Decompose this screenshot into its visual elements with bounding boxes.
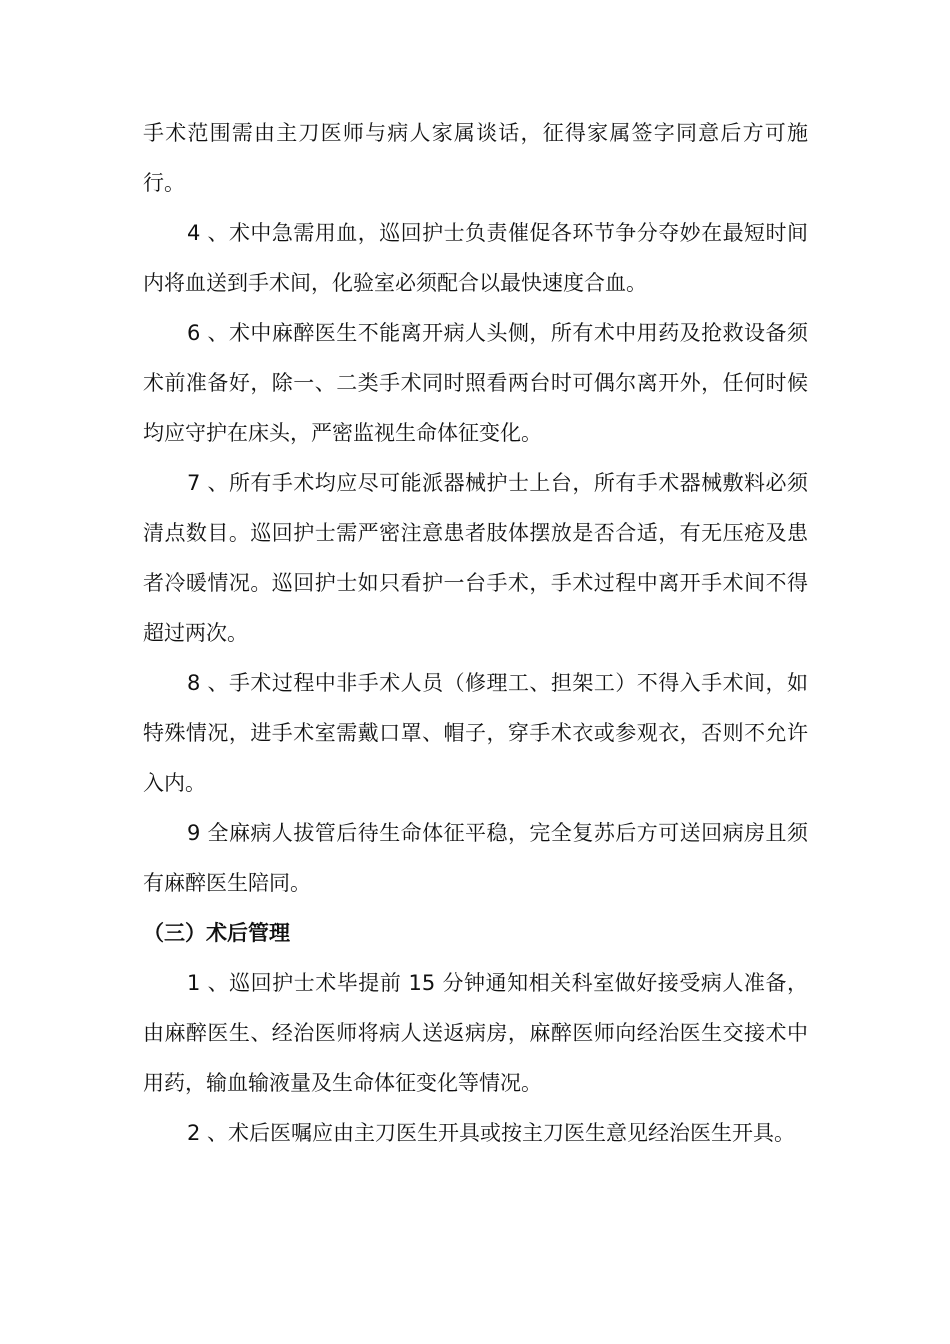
- paragraph-item-9: 9 全麻病人拔管后待生命体征平稳，完全复苏后方可送回病房且须有麻醉医生陪同。: [143, 821, 808, 895]
- paragraph-item-6: 6 、术中麻醉医生不能离开病人头侧，所有术中用药及抢救设备须术前准备好，除一、二类手术同时照看两台时可偶尔离开外，任何时候均应守护在床头，严密监视生命体征变化。: [143, 321, 808, 445]
- paragraph-post-item-1: 1 、巡回护士术毕提前 15 分钟通知相关科室做好接受病人准备，由麻醉医生、经治医师将病人送返病房，麻醉医师向经治医生交接术中用药，输血输液量及生命体征变化等情况。: [143, 971, 808, 1095]
- paragraph-item-8: 8 、手术过程中非手术人员（修理工、担架工）不得入手术间，如特殊情况，进手术室需戴口罩、帽子，穿手术衣或参观衣，否则不允许入内。: [143, 671, 808, 795]
- paragraph-item-4: 4 、术中急需用血，巡回护士负责催促各环节争分夺妙在最短时间内将血送到手术间，化验室必须配合以最快速度合血。: [143, 221, 808, 295]
- paragraph-post-item-2: 2 、术后医嘱应由主刀医生开具或按主刀医生意见经治医生开具。: [187, 1121, 796, 1145]
- paragraph-continuation: 手术范围需由主刀医师与病人家属谈话，征得家属签字同意后方可施行。: [143, 121, 808, 195]
- paragraph-item-7: 7 、所有手术均应尽可能派器械护士上台，所有手术器械敷料必须清点数目。巡回护士需严密注意患者肢体摆放是否合适，有无压疮及患者冷暖情况。巡回护士如只看护一台手术，手术过程中离开手术间不得超过两次。: [143, 471, 808, 645]
- document-body: [143, 108, 808, 1158]
- section-heading: （三）术后管理: [143, 921, 290, 945]
